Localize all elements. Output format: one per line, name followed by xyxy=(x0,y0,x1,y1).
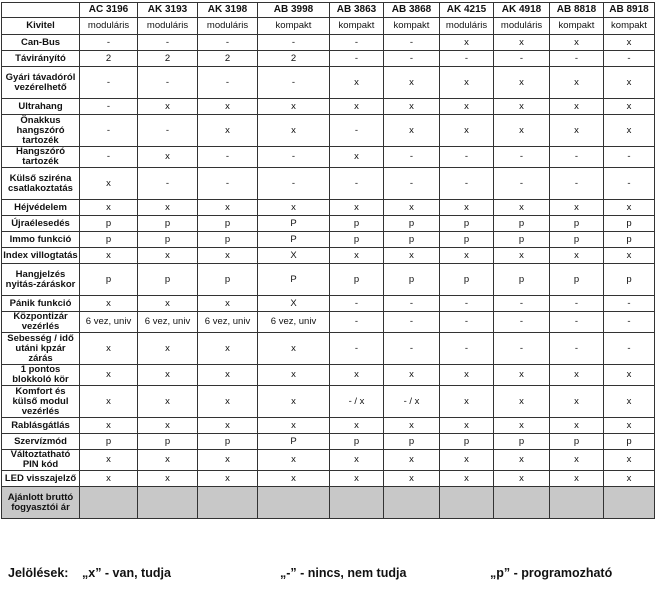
feature-label: Hangjelzés nyitás-záráskor xyxy=(2,264,80,296)
feature-value xyxy=(330,487,384,519)
feature-value: x xyxy=(494,115,550,147)
legend-p: „p” - programozható xyxy=(490,566,613,580)
feature-value xyxy=(198,487,258,519)
feature-value: - xyxy=(138,67,198,99)
feature-row xyxy=(2,487,655,519)
feature-value: x xyxy=(80,200,138,216)
feature-value: x xyxy=(330,365,384,386)
feature-value: x xyxy=(384,365,440,386)
feature-label: Rablásgátlás xyxy=(2,418,80,434)
feature-value: x xyxy=(494,471,550,487)
feature-value: x xyxy=(138,99,198,115)
feature-value: p xyxy=(604,232,655,248)
feature-value: - xyxy=(604,296,655,312)
feature-label: Pánik funkció xyxy=(2,296,80,312)
feature-label: Gyári távadóról vezérelhető xyxy=(2,67,80,99)
feature-value: p xyxy=(550,264,604,296)
feature-value: x xyxy=(80,418,138,434)
feature-value: - xyxy=(384,147,440,168)
feature-value: x xyxy=(258,365,330,386)
feature-value: - xyxy=(550,51,604,67)
feature-value: x xyxy=(80,333,138,365)
feature-value: X xyxy=(258,296,330,312)
feature-value: - xyxy=(440,333,494,365)
feature-value: kompakt xyxy=(384,18,440,35)
feature-value: x xyxy=(330,67,384,99)
feature-value: x xyxy=(550,471,604,487)
feature-value: - xyxy=(330,312,384,333)
feature-value: x xyxy=(198,418,258,434)
feature-value: p xyxy=(384,216,440,232)
feature-label: LED visszajelző xyxy=(2,471,80,487)
feature-value: - xyxy=(330,333,384,365)
feature-value: - xyxy=(494,296,550,312)
feature-value: p xyxy=(550,434,604,450)
feature-value: p xyxy=(138,434,198,450)
feature-value: P xyxy=(258,232,330,248)
legend-dash: „-” - nincs, nem tudja xyxy=(280,566,407,580)
feature-value: x xyxy=(198,450,258,471)
feature-value: x xyxy=(494,418,550,434)
feature-value: p xyxy=(330,216,384,232)
spec-table xyxy=(1,2,655,519)
feature-value: moduláris xyxy=(138,18,198,35)
feature-value: x xyxy=(494,35,550,51)
feature-value: - xyxy=(550,312,604,333)
header-model: AK 3193 xyxy=(138,3,198,18)
feature-value: p xyxy=(604,216,655,232)
feature-label: Index villogtatás xyxy=(2,248,80,264)
feature-value: x xyxy=(604,99,655,115)
feature-value: x xyxy=(138,386,198,418)
feature-label: Szervízmód xyxy=(2,434,80,450)
feature-value: p xyxy=(138,232,198,248)
feature-value: x xyxy=(384,99,440,115)
feature-value: - xyxy=(138,35,198,51)
feature-value: - xyxy=(550,296,604,312)
feature-value: x xyxy=(604,418,655,434)
feature-value: x xyxy=(258,450,330,471)
feature-value: x xyxy=(138,418,198,434)
feature-value: x xyxy=(494,386,550,418)
feature-value: - xyxy=(440,168,494,200)
feature-label: 1 pontos blokkoló kör xyxy=(2,365,80,386)
feature-value: - xyxy=(138,115,198,147)
feature-value: 2 xyxy=(198,51,258,67)
feature-value: p xyxy=(198,232,258,248)
header-model: AB 3998 xyxy=(258,3,330,18)
feature-value: p xyxy=(330,434,384,450)
feature-value: x xyxy=(604,450,655,471)
feature-value: - xyxy=(550,168,604,200)
feature-value: x xyxy=(550,99,604,115)
feature-value: x xyxy=(138,471,198,487)
header-corner xyxy=(2,3,80,18)
feature-value: x xyxy=(258,99,330,115)
feature-label: Központizár vezérlés xyxy=(2,312,80,333)
feature-value: - xyxy=(198,168,258,200)
feature-row xyxy=(2,471,655,487)
feature-value: p xyxy=(604,434,655,450)
feature-value: x xyxy=(384,418,440,434)
feature-label: Ultrahang xyxy=(2,99,80,115)
feature-value: x xyxy=(550,200,604,216)
feature-value: x xyxy=(604,200,655,216)
feature-value: - xyxy=(80,99,138,115)
feature-value: P xyxy=(258,216,330,232)
feature-value: x xyxy=(330,147,384,168)
feature-value: - xyxy=(494,51,550,67)
feature-value: - xyxy=(80,147,138,168)
feature-value: - xyxy=(258,67,330,99)
feature-value: 6 vez, univ xyxy=(258,312,330,333)
feature-row xyxy=(2,386,655,418)
feature-value: p xyxy=(384,232,440,248)
feature-value: 6 vez, univ xyxy=(198,312,258,333)
feature-value: p xyxy=(440,434,494,450)
feature-value: x xyxy=(198,365,258,386)
feature-value: x xyxy=(440,450,494,471)
feature-row xyxy=(2,232,655,248)
feature-value: x xyxy=(494,450,550,471)
feature-row xyxy=(2,365,655,386)
feature-value: - xyxy=(384,51,440,67)
feature-value: x xyxy=(384,67,440,99)
feature-value: p xyxy=(198,434,258,450)
feature-value: x xyxy=(138,450,198,471)
feature-value xyxy=(384,487,440,519)
feature-value: x xyxy=(494,248,550,264)
feature-value: x xyxy=(440,67,494,99)
feature-value: x xyxy=(330,450,384,471)
feature-row xyxy=(2,264,655,296)
feature-row xyxy=(2,296,655,312)
feature-value: x xyxy=(330,418,384,434)
feature-value: moduláris xyxy=(494,18,550,35)
feature-value: x xyxy=(550,450,604,471)
feature-value: x xyxy=(258,333,330,365)
feature-row xyxy=(2,312,655,333)
header-model: AK 4918 xyxy=(494,3,550,18)
header-model: AK 4215 xyxy=(440,3,494,18)
feature-row xyxy=(2,168,655,200)
feature-row xyxy=(2,18,655,35)
feature-value: x xyxy=(80,248,138,264)
feature-row xyxy=(2,333,655,365)
header-model: AB 8818 xyxy=(550,3,604,18)
feature-value: x xyxy=(440,418,494,434)
feature-value: - xyxy=(330,168,384,200)
feature-value: x xyxy=(440,115,494,147)
feature-value: p xyxy=(80,232,138,248)
feature-value: x xyxy=(80,386,138,418)
feature-label: Sebesség / idő utáni kpzár zárás xyxy=(2,333,80,365)
feature-value: x xyxy=(604,365,655,386)
feature-value: 6 vez, univ xyxy=(80,312,138,333)
feature-row xyxy=(2,434,655,450)
feature-value: p xyxy=(138,216,198,232)
feature-value: - xyxy=(330,115,384,147)
feature-row xyxy=(2,248,655,264)
feature-label: Ajánlott bruttó fogyasztói ár xyxy=(2,487,80,519)
feature-value: x xyxy=(198,296,258,312)
feature-value: p xyxy=(80,264,138,296)
feature-value: - xyxy=(138,168,198,200)
feature-value: x xyxy=(440,471,494,487)
feature-value: x xyxy=(80,471,138,487)
feature-value: p xyxy=(198,264,258,296)
feature-value: x xyxy=(604,115,655,147)
feature-value xyxy=(138,487,198,519)
feature-value: - xyxy=(494,333,550,365)
feature-row xyxy=(2,216,655,232)
feature-value: - xyxy=(550,147,604,168)
feature-value: - xyxy=(604,168,655,200)
feature-value: p xyxy=(330,232,384,248)
feature-row xyxy=(2,147,655,168)
feature-value: x xyxy=(604,67,655,99)
feature-label: Immo funkció xyxy=(2,232,80,248)
feature-value: - xyxy=(384,168,440,200)
feature-value: - xyxy=(440,312,494,333)
feature-value: x xyxy=(494,67,550,99)
feature-value: - xyxy=(80,67,138,99)
feature-value: - xyxy=(604,51,655,67)
feature-value: - xyxy=(258,147,330,168)
feature-label: Komfort és külső modul vezérlés xyxy=(2,386,80,418)
feature-row xyxy=(2,51,655,67)
feature-value xyxy=(550,487,604,519)
feature-value: x xyxy=(550,418,604,434)
feature-value: x xyxy=(384,115,440,147)
feature-value: - / x xyxy=(384,386,440,418)
feature-value: - xyxy=(258,35,330,51)
feature-row xyxy=(2,115,655,147)
feature-value: x xyxy=(494,365,550,386)
feature-label: Hangszóró tartozék xyxy=(2,147,80,168)
feature-row xyxy=(2,99,655,115)
feature-value xyxy=(80,487,138,519)
feature-value: - xyxy=(384,312,440,333)
feature-value: - xyxy=(604,147,655,168)
feature-value: x xyxy=(198,471,258,487)
header-model: AB 3868 xyxy=(384,3,440,18)
feature-value: - xyxy=(494,147,550,168)
feature-value: p xyxy=(80,434,138,450)
header-model: AC 3196 xyxy=(80,3,138,18)
feature-label: Héjvédelem xyxy=(2,200,80,216)
feature-value: moduláris xyxy=(440,18,494,35)
feature-label: Kivitel xyxy=(2,18,80,35)
feature-label: Távirányító xyxy=(2,51,80,67)
feature-value xyxy=(258,487,330,519)
feature-value: - xyxy=(440,147,494,168)
feature-value: x xyxy=(138,296,198,312)
feature-value: p xyxy=(440,264,494,296)
feature-value: x xyxy=(198,200,258,216)
feature-value: x xyxy=(330,99,384,115)
feature-row xyxy=(2,450,655,471)
feature-value: x xyxy=(80,450,138,471)
feature-value: - xyxy=(330,51,384,67)
feature-label: Can-Bus xyxy=(2,35,80,51)
feature-label: Önakkus hangszóró tartozék xyxy=(2,115,80,147)
header-model: AB 8918 xyxy=(604,3,655,18)
feature-value: - xyxy=(604,312,655,333)
feature-value: x xyxy=(198,115,258,147)
feature-value: x xyxy=(138,200,198,216)
feature-value: moduláris xyxy=(80,18,138,35)
feature-value: - xyxy=(494,312,550,333)
feature-value: p xyxy=(330,264,384,296)
feature-value: p xyxy=(440,232,494,248)
feature-value: - xyxy=(440,51,494,67)
feature-value: x xyxy=(550,35,604,51)
feature-value: - xyxy=(604,333,655,365)
feature-value: 2 xyxy=(138,51,198,67)
feature-value: p xyxy=(384,264,440,296)
feature-value: X xyxy=(258,248,330,264)
feature-value: x xyxy=(258,200,330,216)
feature-value: 2 xyxy=(258,51,330,67)
feature-row xyxy=(2,67,655,99)
feature-value: x xyxy=(138,365,198,386)
feature-value: x xyxy=(138,248,198,264)
feature-value: p xyxy=(550,232,604,248)
feature-value: - xyxy=(258,168,330,200)
feature-row xyxy=(2,200,655,216)
feature-value: x xyxy=(80,168,138,200)
feature-value: x xyxy=(198,333,258,365)
feature-value: x xyxy=(440,35,494,51)
feature-value: p xyxy=(138,264,198,296)
feature-value: x xyxy=(80,365,138,386)
feature-value: 2 xyxy=(80,51,138,67)
spec-table-body xyxy=(2,3,655,519)
feature-value: x xyxy=(550,115,604,147)
feature-row xyxy=(2,418,655,434)
feature-value: x xyxy=(550,386,604,418)
feature-value: - xyxy=(80,115,138,147)
feature-value: x xyxy=(138,147,198,168)
feature-value: x xyxy=(440,248,494,264)
feature-value: x xyxy=(550,365,604,386)
feature-value: 6 vez, univ xyxy=(138,312,198,333)
feature-value: - xyxy=(384,35,440,51)
feature-row xyxy=(2,35,655,51)
feature-value: x xyxy=(330,200,384,216)
feature-value: p xyxy=(494,216,550,232)
feature-value xyxy=(604,487,655,519)
feature-value: x xyxy=(384,200,440,216)
feature-value: - xyxy=(80,35,138,51)
feature-value: - xyxy=(440,296,494,312)
feature-value: p xyxy=(550,216,604,232)
feature-value: x xyxy=(198,99,258,115)
feature-value: - xyxy=(494,168,550,200)
feature-value: - xyxy=(198,147,258,168)
feature-value: x xyxy=(330,248,384,264)
feature-value: p xyxy=(80,216,138,232)
feature-value: p xyxy=(384,434,440,450)
feature-value: - xyxy=(330,296,384,312)
feature-value: - xyxy=(384,296,440,312)
feature-value: x xyxy=(494,99,550,115)
feature-value: x xyxy=(604,386,655,418)
feature-value: x xyxy=(258,471,330,487)
feature-value: x xyxy=(258,386,330,418)
feature-value: x xyxy=(330,471,384,487)
feature-value: x xyxy=(384,471,440,487)
feature-label: Változtatható PIN kód xyxy=(2,450,80,471)
feature-value: kompakt xyxy=(550,18,604,35)
feature-value: p xyxy=(440,216,494,232)
legend-x: „x” - van, tudja xyxy=(82,566,171,580)
feature-value: x xyxy=(494,200,550,216)
feature-label: Újraélesedés xyxy=(2,216,80,232)
feature-value: x xyxy=(198,248,258,264)
feature-value: x xyxy=(550,248,604,264)
legend-title: Jelölések: xyxy=(8,566,69,580)
feature-value: x xyxy=(258,418,330,434)
feature-value: x xyxy=(604,248,655,264)
feature-value: x xyxy=(440,386,494,418)
feature-value: - xyxy=(384,333,440,365)
feature-value: - xyxy=(550,333,604,365)
feature-value: x xyxy=(80,296,138,312)
feature-value: x xyxy=(198,386,258,418)
feature-value: moduláris xyxy=(198,18,258,35)
feature-value: x xyxy=(440,200,494,216)
feature-value: - / x xyxy=(330,386,384,418)
feature-label: Külső sziréna csatlakoztatás xyxy=(2,168,80,200)
feature-value: p xyxy=(604,264,655,296)
feature-value: x xyxy=(604,35,655,51)
header-row xyxy=(2,3,655,18)
feature-value: P xyxy=(258,434,330,450)
feature-value: - xyxy=(198,35,258,51)
feature-value: p xyxy=(198,216,258,232)
feature-value: x xyxy=(384,248,440,264)
feature-value xyxy=(494,487,550,519)
header-model: AB 3863 xyxy=(330,3,384,18)
feature-value: - xyxy=(330,35,384,51)
feature-value: p xyxy=(494,232,550,248)
feature-value: p xyxy=(494,264,550,296)
feature-value: x xyxy=(384,450,440,471)
feature-value: p xyxy=(494,434,550,450)
feature-value: x xyxy=(550,67,604,99)
feature-value: P xyxy=(258,264,330,296)
feature-value: - xyxy=(198,67,258,99)
header-model: AK 3198 xyxy=(198,3,258,18)
feature-value: x xyxy=(258,115,330,147)
feature-value: x xyxy=(440,99,494,115)
feature-value: x xyxy=(138,333,198,365)
feature-value: x xyxy=(440,365,494,386)
feature-value xyxy=(440,487,494,519)
feature-value: kompakt xyxy=(604,18,655,35)
feature-value: kompakt xyxy=(330,18,384,35)
feature-value: x xyxy=(604,471,655,487)
feature-value: kompakt xyxy=(258,18,330,35)
